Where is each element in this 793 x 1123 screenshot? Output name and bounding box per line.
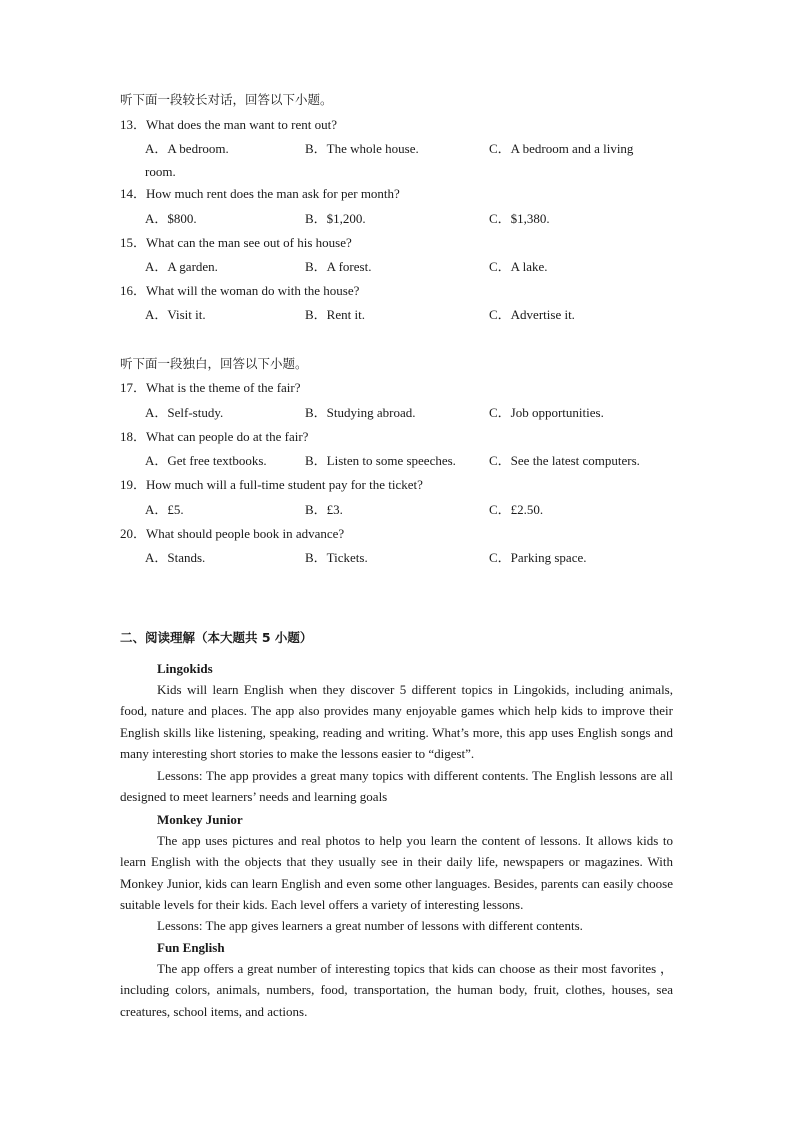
option-b: B．The whole house.: [305, 141, 419, 156]
question-text: What is the theme of the fair?: [146, 380, 301, 395]
option-b: B．Studying abroad.: [305, 405, 416, 420]
option-c: C．A bedroom and a living: [489, 141, 634, 156]
question-number: 17．: [120, 380, 147, 395]
option-b: B．Rent it.: [305, 307, 365, 322]
app-title-monkey-junior: Monkey Junior: [157, 812, 243, 827]
option-b: B．Tickets.: [305, 550, 368, 565]
lingokids-paragraph-1: Kids will learn English when they discover 5 different topics in Lingokids, including animals, food, nature and places. The app also provides many enjoyable games which help kids to improve their English skills like listening, speaking, reading and writing. What’s more, this app uses English songs and many interesting short stories to make the lessons easier to “digest”.: [120, 682, 673, 761]
question-20: [120, 525, 344, 543]
question-text: What does the man want to rent out?: [146, 117, 337, 132]
option-c: C．Job opportunities.: [489, 405, 604, 420]
option-b: B．£3.: [305, 502, 343, 517]
option-c: C．Parking space.: [489, 550, 587, 565]
app-title-fun-english: Fun English: [157, 940, 225, 955]
option-b: B．A forest.: [305, 259, 372, 274]
question-number: 19．: [120, 477, 147, 492]
app-title-lingokids: Lingokids: [157, 661, 213, 676]
monkey-junior-paragraph-2: Lessons: The app gives learners a great number of lessons with different contents.: [157, 918, 583, 933]
question-17: [120, 379, 301, 397]
question-19: [120, 476, 423, 494]
reading-heading: 二、阅读理解（本大题共 5 小题）: [120, 630, 313, 645]
fun-english-paragraph-1: The app offers a great number of interesting topics that kids can choose as their most favorites ，including colors, animals, numbers, food, transportation, the human body, fruit, clothes, houses, sea creatures, school items, and actions.: [120, 961, 673, 1019]
question-18: [120, 428, 308, 446]
question-16: [120, 282, 359, 300]
option-a: A．A garden.: [145, 259, 218, 274]
option-c: C．A lake.: [489, 259, 548, 274]
question-number: 16．: [120, 283, 147, 298]
section-a-intro: 听下面一段较长对话，回答以下小题。: [120, 92, 333, 107]
lingokids-paragraph-2: Lessons: The app provides a great many topics with different contents. The English lessons are all designed to meet learners’ needs and learning goals: [120, 768, 673, 805]
option-c: C．$1,380.: [489, 211, 550, 226]
question-text: How much rent does the man ask for per month?: [146, 186, 400, 201]
question-number: 20．: [120, 526, 147, 541]
option-c: C．£2.50.: [489, 502, 544, 517]
option-b: B．Listen to some speeches.: [305, 453, 456, 468]
section-b-intro: 听下面一段独白，回答以下小题。: [120, 356, 308, 371]
option-a: A．Visit it.: [145, 307, 206, 322]
question-number: 14．: [120, 186, 147, 201]
question-14: [120, 185, 400, 203]
option-c-continued: room.: [145, 164, 176, 179]
question-number: 15．: [120, 235, 147, 250]
option-a: A．£5.: [145, 502, 184, 517]
monkey-junior-paragraph-1: The app uses pictures and real photos to help you learn the content of lessons. It allows kids to learn English with the objects that they usually see in their daily life, newspapers or magazines. With Monkey Junior, kids can learn English and even some other languages. Besides, parents can easily choose suitable levels for their kids. Each level offers a variety of interesting lessons.: [120, 833, 673, 912]
option-a: A．Stands.: [145, 550, 206, 565]
question-13: [120, 116, 337, 134]
question-15: [120, 234, 352, 252]
option-a: A．A bedroom.: [145, 141, 229, 156]
question-number: 13．: [120, 117, 147, 132]
option-a: A．Get free textbooks.: [145, 453, 267, 468]
question-number: 18．: [120, 429, 147, 444]
option-b: B．$1,200.: [305, 211, 366, 226]
question-text: What can people do at the fair?: [146, 429, 309, 444]
option-a: A．$800.: [145, 211, 197, 226]
option-c: C．Advertise it.: [489, 307, 575, 322]
option-c: C．See the latest computers.: [489, 453, 640, 468]
question-text: How much will a full-time student pay for the ticket?: [146, 477, 423, 492]
question-text: What will the woman do with the house?: [146, 283, 360, 298]
option-a: A．Self-study.: [145, 405, 224, 420]
question-text: What should people book in advance?: [146, 526, 345, 541]
question-text: What can the man see out of his house?: [146, 235, 352, 250]
